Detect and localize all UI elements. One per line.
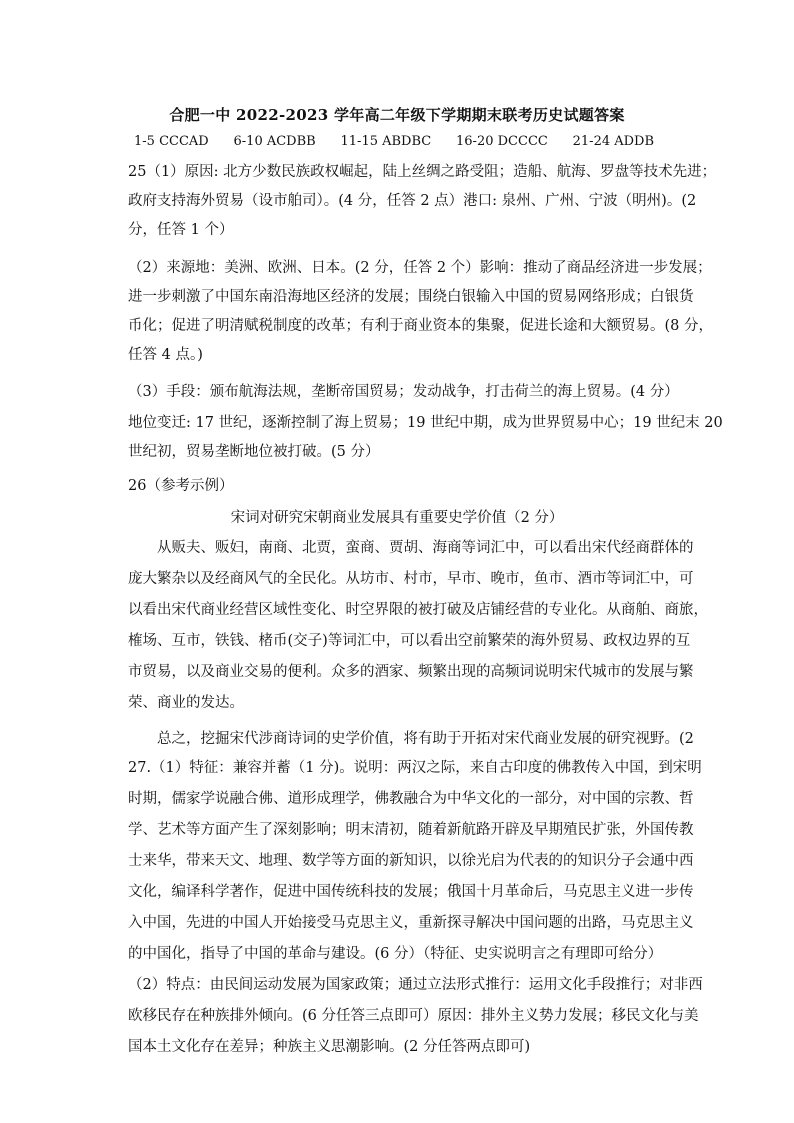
document-title: 合肥一中 2022-2023 学年高二年级下学期期末联考历史试题答案 [169,106,625,124]
text-line: 25（1）原因: 北方少数民族政权崛起，陆上丝绸之路受阻；造船、航海、罗盘等技术先进； [128,164,717,180]
text-line: 进一步刺激了中国东南沿海地区经济的发展；围绕白银输入中国的贸易网络形成；白银货 [128,289,694,305]
text-line: 入中国，先进的中国人开始接受马克思主义，重新探寻解决中国问题的出路，马克思主义 [128,915,694,931]
text-line: 以看出宋代商业经营区域性变化、时空界限的被打破及店铺经营的专业化。从商舶、商旅， [128,602,708,618]
text-line: 国本土文化存在差异；种族主义思潮影响。(2 分任答两点即可) [128,1039,531,1055]
text-line: 政府支持海外贸易（设市舶司）。(4 分，任答 2 点）港口: 泉州、广州、宁波（明州)。(2 [128,193,697,209]
text-line: 文化，编译科学著作，促进中国传统科技的发展；俄国十月革命后，马克思主义进一步传 [128,884,694,900]
section-heading: 宋词对研究宋朝商业发展具有重要史学价值（2 分） [230,510,564,526]
text-line: 荣、商业的发达。 [128,695,244,711]
text-line: 世纪初，贸易垄断地位被打破。(5 分） [128,444,380,460]
answer-key: 1-5 CCCAD 6-10 ACDBB 11-15 ABDBC 16-20 DCCCC 21-24 ADDB [134,134,655,149]
text-line: 榷场、互市，铁钱、楮币(交子)等词汇中，可以看出空前繁荣的海外贸易、政权边界的互 [128,633,691,649]
text-line: 币化；促进了明清赋税制度的改革；有利于商业资本的集聚，促进长途和大额贸易。(8 分， [128,318,713,334]
text-line: 总之，挖掘宋代涉商诗词的史学价值，将有助于开拓对宋代商业发展的研究视野。(2 [128,731,694,747]
text-line: 的中国化，指导了中国的革命与建设。(6 分）（特征、史实说明言之有理即可给分） [128,946,663,962]
text-line: 从贩夫、贩妇，南商、北贾，蛮商、贾胡、海商等词汇中，可以看出宋代经商群体的 [128,540,694,556]
text-line: 市贸易，以及商业交易的便利。众多的酒家、频繁出现的高频词说明宋代城市的发展与繁 [128,664,694,680]
text-line: 地位变迁: 17 世纪，逐渐控制了海上贸易；19 世纪中期，成为世界贸易中心；19 世纪末 20 [128,415,723,431]
text-line: （3）手段：颁布航海法规，垄断帝国贸易；发动战争，打击荷兰的海上贸易。(4 分） [128,384,679,400]
text-line: 欧移民存在种族排外倾向。(6 分任答三点即可）原因：排外主义势力发展；移民文化与美 [128,1008,699,1024]
text-line: 27.（1）特征：兼容并蓄（1 分)。说明：两汉之际，来自古印度的佛教传入中国，到宋明 [128,760,702,776]
text-line: 时期，儒家学说融合佛、道形成理学，佛教融合为中华文化的一部分，对中国的宗教、哲 [128,791,694,807]
text-line: （2）来源地：美洲、欧洲、日本。(2 分，任答 2 个）影响：推动了商品经济进一步发展； [128,260,712,276]
text-line: 26（参考示例） [128,478,234,494]
text-line: （2）特点：由民间运动发展为国家政策；通过立法形式推行：运用文化手段推行；对非西 [128,977,703,993]
text-line: 庞大繁杂以及经商风气的全民化。从坊市、村市，早市、晚市，鱼市、酒市等词汇中，可 [128,571,694,587]
text-line: 学、艺术等方面产生了深刻影响；明末清初，随着新航路开辟及早期殖民扩张，外国传教 [128,822,694,838]
text-line: 分，任答 1 个） [128,222,234,238]
text-line: 任答 4 点。) [128,347,203,363]
text-line: 士来华，带来天文、地理、数学等方面的新知识，以徐光启为代表的的知识分子会通中西 [128,853,694,869]
